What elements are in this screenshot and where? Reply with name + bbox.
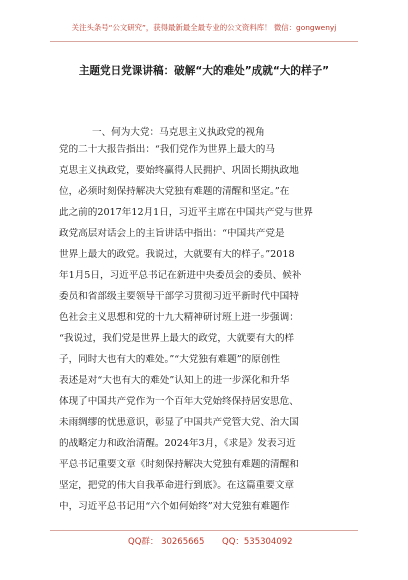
body-line: 委员和省部级主要领导干部学习贯彻习近平新时代中国特 (59, 291, 299, 302)
body-line: 的战略定力和政治清醒。2024年3月，《求是》发表习近 (59, 438, 296, 449)
header-notice: 关注头条号“公文研究”，获得最新最全最专业的公文资料库！ 微信：gongwenyj (71, 23, 337, 32)
body-line: 平总书记重要文章《时刻保持解决大党独有难题的清醒和 (59, 459, 299, 470)
body-line: 体现了中国共产党作为一个百年大党始终保持居安思危、 (59, 396, 299, 407)
body-line: 此之前的2017年12月1日，习近平主席在中国共产党与世界 (59, 207, 313, 218)
footer-qq-number: QQ：535304092 (222, 537, 293, 547)
body-line: 克思主义执政党，要始终赢得人民拥护、巩固长期执政地 (59, 165, 299, 176)
body-line: 政党高层对话会上的主旨讲话中指出：“中国共产党是 (59, 228, 285, 239)
body-line: 子，同时大也有大的难处。”“大党独有难题”的原创性 (59, 354, 280, 365)
body-line: 未雨绸缪的忧患意识，彰显了中国共产党管大党、治大国 (59, 417, 299, 428)
document-title: 主题党日党课讲稿：破解“大的难处”成就“大的样子” (78, 65, 330, 77)
body-line: 党的二十大报告指出：“我们党作为世界上最大的马 (59, 144, 275, 155)
footer-qq-group: QQ群： 30265665 (128, 537, 205, 547)
header-divider (50, 41, 358, 42)
body-line: 表述是对“大也有大的难处”认知上的进一步深化和升华 (59, 375, 290, 386)
body-line: 世界上最大的政党。我说过，大就要有大的样子。”2018 (59, 249, 295, 260)
body-line: 年1月5日，习近平总书记在新进中央委员会的委员、候补 (59, 270, 302, 281)
body-line: 色社会主义思想和党的十九大精神研讨班上进一步强调： (59, 312, 299, 323)
body-line: “我说过，我们党是世界上最大的政党，大就要有大的样 (59, 333, 295, 344)
section-heading: 一、何为大党：马克思主义执政党的视角 (92, 127, 265, 138)
body-line: 中，习近平总书记用“六个如何始终”对大党独有难题作 (59, 501, 290, 512)
footer-divider (50, 530, 358, 531)
body-line: 位，必须时刻保持解决大党独有难题的清醒和坚定。”在 (59, 186, 290, 197)
body-line: 坚定，把党的伟大自我革命进行到底》。在这篇重要文章 (59, 480, 295, 491)
